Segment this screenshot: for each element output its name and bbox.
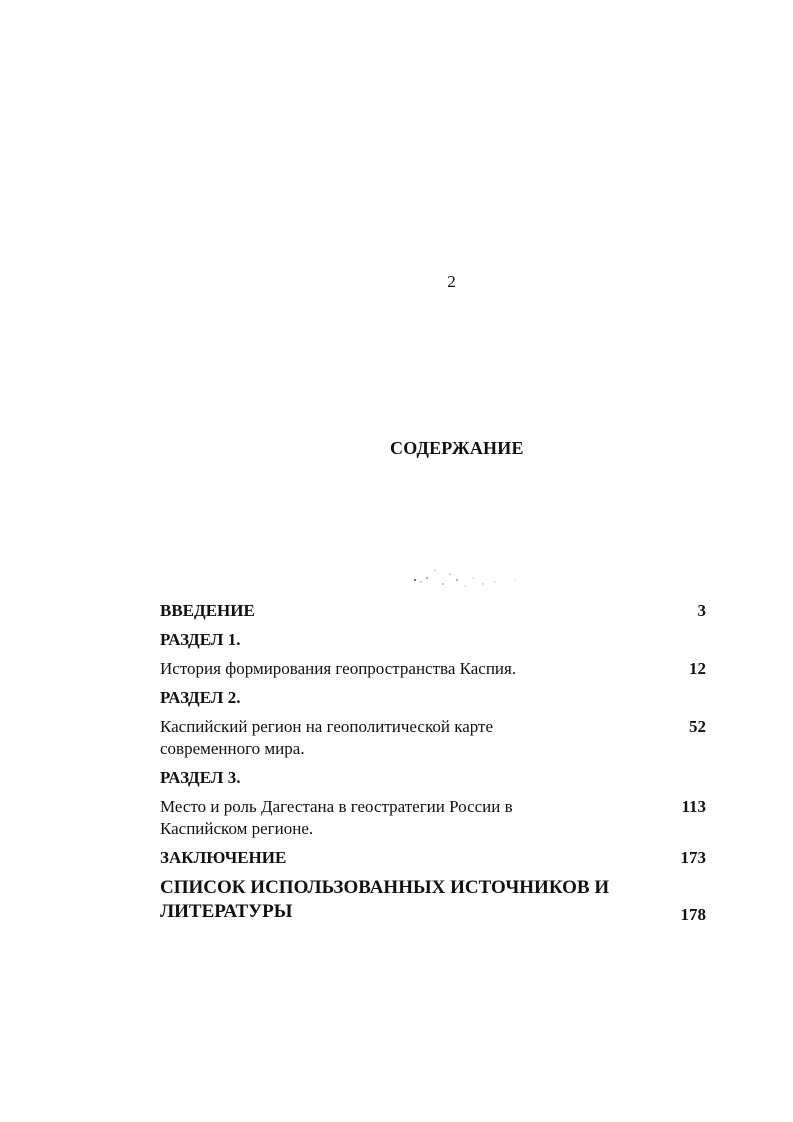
toc-entry-references xyxy=(160,876,706,926)
table-of-contents xyxy=(160,600,706,933)
toc-page-number: 113 xyxy=(681,797,706,816)
toc-section-heading xyxy=(160,629,706,651)
toc-entry-conclusion xyxy=(160,847,706,869)
scan-speckle xyxy=(405,560,525,600)
toc-entry-section-2 xyxy=(160,716,706,760)
toc-section-heading xyxy=(160,687,706,709)
toc-entry-section-3 xyxy=(160,796,706,840)
toc-label: История формирования геопространства Каспия. xyxy=(160,659,517,678)
toc-section-heading xyxy=(160,767,706,789)
toc-section-label: РАЗДЕЛ 1. xyxy=(160,630,241,649)
toc-label-line: Место и роль Дагестана в геостратегии России в xyxy=(160,797,513,816)
toc-page-number: 173 xyxy=(680,848,706,867)
toc-section-label: РАЗДЕЛ 3. xyxy=(160,768,241,787)
page-title: СОДЕРЖАНИЕ xyxy=(390,438,524,458)
toc-label xyxy=(160,796,513,840)
toc-label: ВВЕДЕНИЕ xyxy=(160,601,255,620)
toc-page-number: 12 xyxy=(689,659,706,678)
toc-label-line: современного мира. xyxy=(160,739,305,758)
toc-label-line: Каспийском регионе. xyxy=(160,819,314,838)
toc-page-number: 178 xyxy=(680,905,706,924)
toc-page-number: 52 xyxy=(689,717,706,736)
toc-section-label: РАЗДЕЛ 2. xyxy=(160,688,241,707)
toc-label xyxy=(160,716,493,760)
page-number: 2 xyxy=(447,272,456,291)
toc-label: ЗАКЛЮЧЕНИЕ xyxy=(160,848,287,867)
toc-label xyxy=(160,876,609,924)
toc-entry-section-1 xyxy=(160,658,706,680)
toc-label-line: ЛИТЕРАТУРЫ xyxy=(160,901,293,922)
toc-page-number: 3 xyxy=(697,601,706,620)
toc-entry-intro xyxy=(160,600,706,622)
toc-label-line: СПИСОК ИСПОЛЬЗОВАННЫХ ИСТОЧНИКОВ И xyxy=(160,877,610,898)
toc-label-line: Каспийский регион на геополитической карте xyxy=(160,717,493,736)
